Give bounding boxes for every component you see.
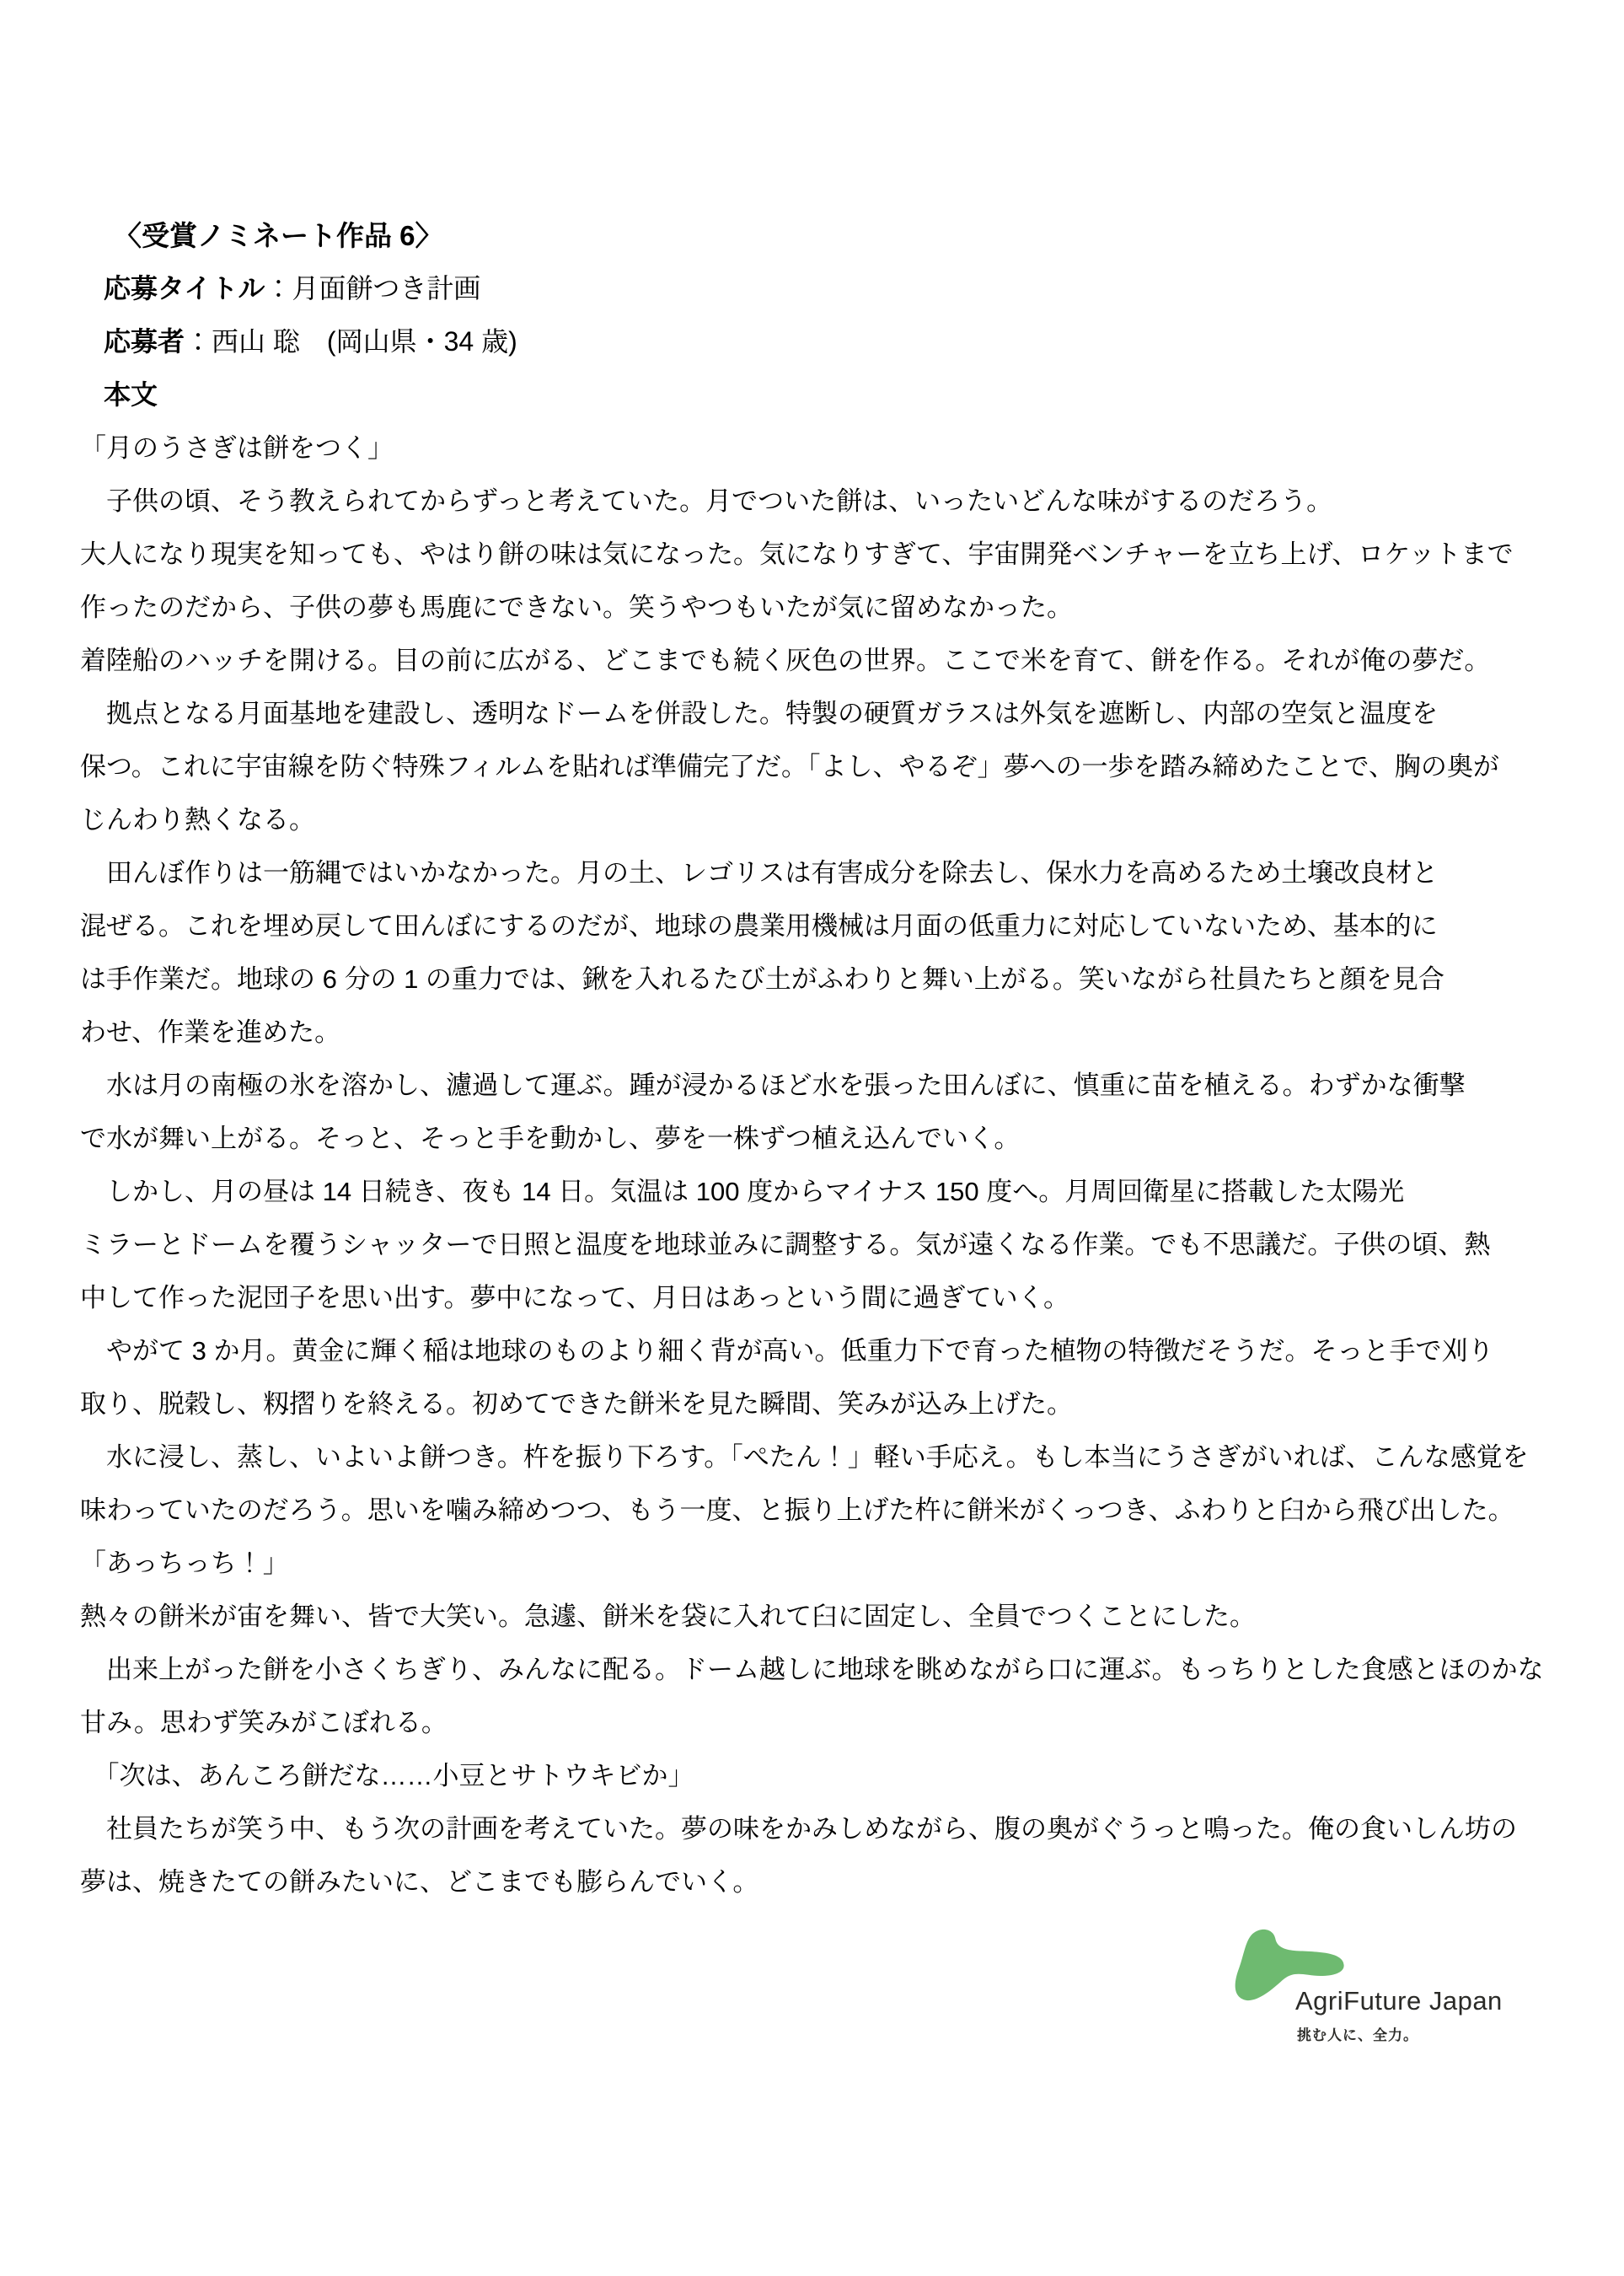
- entrant-row: [80, 315, 1546, 368]
- body-line: で水が舞い上がる。そっと、そっと手を動かし、夢を一株ずつ植え込んでいく。: [80, 1124, 1021, 1153]
- body-line: 出来上がった餅を小さくちぎり、みんなに配る。ドーム越しに地球を眺めながら口に運ぶ。もっちりとした食感とほのかな: [80, 1655, 1544, 1684]
- story-body: [80, 421, 1546, 1908]
- body-line: 「あっちっち！」: [80, 1549, 289, 1578]
- body-line: 拠点となる月面基地を建設し、透明なドームを併設した。特製の硬質ガラスは外気を遮断し、内部の空気と温度を: [80, 699, 1439, 728]
- entry-title-separator: ：: [265, 273, 292, 303]
- body-line: 大人になり現実を知っても、やはり餅の味は気になった。気になりすぎて、宇宙開発ベンチャーを立ち上げ、ロケットまで: [80, 539, 1514, 569]
- entrant-label: 応募者: [104, 326, 185, 357]
- body-line: 保つ。これに宇宙線を防ぐ特殊フィルムを貼れば準備完了だ。「よし、やるぞ」夢への一歩を踏み締めたことで、胸の奥が: [80, 752, 1499, 781]
- body-line: 「次は、あんころ餅だな……小豆とサトウキビか」: [80, 1761, 694, 1790]
- body-line: 取り、脱穀し、籾摺りを終える。初めてできた餅米を見た瞬間、笑みが込み上げた。: [80, 1389, 1073, 1419]
- logo-tagline: 挑む人に、全力。: [1297, 2027, 1418, 2043]
- body-line: 味わっていたのだろう。思いを噛み締めつつ、もう一度、と振り上げた杵に餅米がくっつき、ふわりと臼から飛び出した。: [80, 1495, 1514, 1525]
- body-line: やがて 3 か月。黄金に輝く稲は地球のものより細く背が高い。低重力下で育った植物の特徴だそうだ。そっと手で刈り: [80, 1336, 1494, 1366]
- agrifuture-japan-logo: [1224, 1925, 1561, 2060]
- logo-wordmark: AgriFuture Japan: [1295, 1986, 1503, 2016]
- body-heading: 本文: [104, 379, 158, 410]
- body-line: 水は月の南極の氷を溶かし、濾過して運ぶ。踵が浸かるほど水を張った田んぼに、慎重に苗を植える。わずかな衝撃: [80, 1071, 1466, 1100]
- body-line: 着陸船のハッチを開ける。目の前に広がる、どこまでも続く灰色の世界。ここで米を育て、餅を作る。それが俺の夢だ。: [80, 646, 1491, 675]
- body-line: しかし、月の昼は 14 日続き、夜も 14 日。気温は 100 度からマイナス 150 度へ。月周回衛星に搭載した太陽光: [80, 1177, 1405, 1206]
- body-line: じんわり熱くなる。: [80, 805, 315, 835]
- body-line: 混ぜる。これを埋め戻して田んぼにするのだが、地球の農業用機械は月面の低重力に対応していないため、基本的に: [80, 911, 1438, 941]
- body-line: 夢は、焼きたての餅みたいに、どこまでも膨らんでいく。: [80, 1867, 759, 1897]
- body-line: 田んぼ作りは一筋縄ではいかなかった。月の土、レゴリスは有害成分を除去し、保水力を高めるため土壌改良材と: [80, 858, 1439, 888]
- body-line: 甘み。思わず笑みがこぼれる。: [80, 1708, 448, 1737]
- body-line: 熱々の餅米が宙を舞い、皆で大笑い。急遽、餅米を袋に入れて臼に固定し、全員でつくことにした。: [80, 1602, 1256, 1631]
- body-line: 子供の頃、そう教えられてからずっと考えていた。月でついた餅は、いったいどんな味がするのだろう。: [80, 486, 1333, 516]
- document-content: [80, 209, 1546, 1908]
- nominated-work-heading: 〈受賞ノミネート作品 6〉: [114, 220, 443, 251]
- body-line: ミラーとドームを覆うシャッターで日照と温度を地球並みに調整する。気が遠くなる作業。でも不思議だ。子供の頃、熱: [80, 1230, 1491, 1259]
- entry-title-row: [80, 262, 1546, 315]
- body-line: 社員たちが笑う中、もう次の計画を考えていた。夢の味をかみしめながら、腹の奥がぐうっと鳴った。俺の食いしん坊の: [80, 1814, 1517, 1844]
- entry-title-label: 応募タイトル: [104, 273, 265, 303]
- body-line: 「月のうさぎは餅をつく」: [80, 433, 394, 463]
- body-line: わせ、作業を進めた。: [80, 1017, 341, 1047]
- entrant-separator: ：: [185, 326, 212, 357]
- body-line: 作ったのだから、子供の夢も馬鹿にできない。笑うやつもいたが気に留めなかった。: [80, 593, 1073, 622]
- entry-title-value: 月面餅つき計画: [292, 273, 481, 303]
- body-line: 中して作った泥団子を思い出す。夢中になって、月日はあっという間に過ぎていく。: [80, 1283, 1069, 1312]
- entrant-value: 西山 聡 (岡山県・34 歳): [212, 326, 517, 357]
- body-line: は手作業だ。地球の 6 分の 1 の重力では、鍬を入れるたび土がふわりと舞い上がる。笑いながら社員たちと顔を見合: [80, 964, 1444, 994]
- body-line: 水に浸し、蒸し、いよいよ餅つき。杵を振り下ろす。「ぺたん！」軽い手応え。もし本当にうさぎがいれば、こんな感覚を: [80, 1442, 1529, 1472]
